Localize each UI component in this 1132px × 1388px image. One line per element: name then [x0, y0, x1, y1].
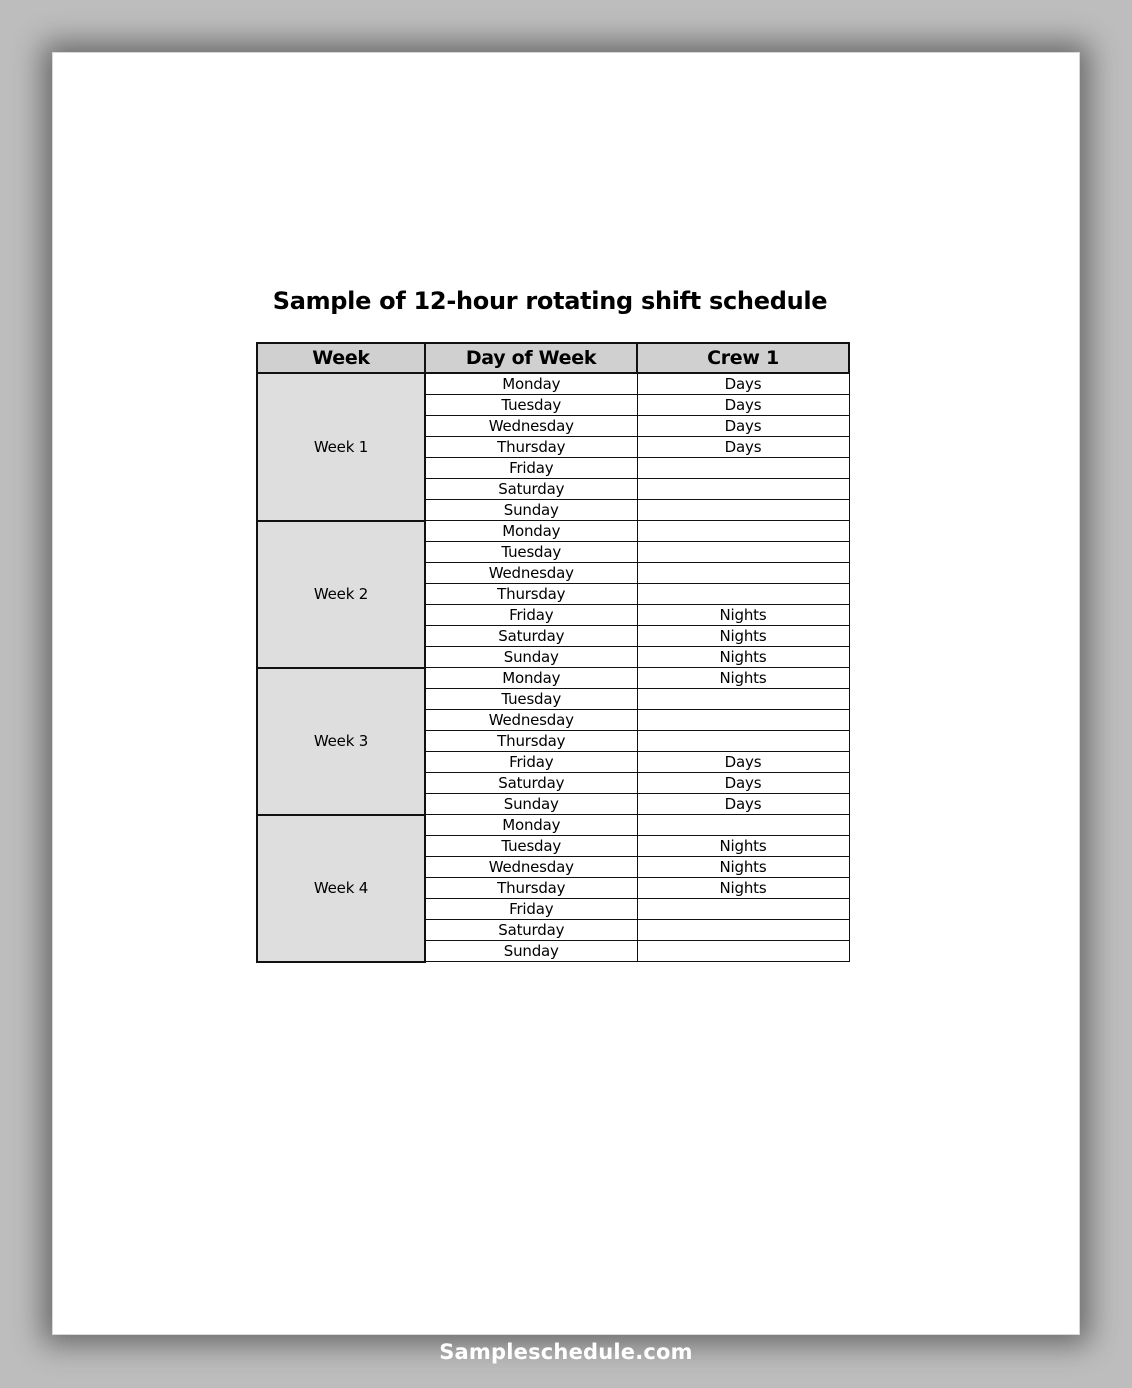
day-cell: Sunday — [425, 941, 637, 962]
day-cell: Thursday — [425, 437, 637, 458]
week-label-cell: Week 1 — [257, 373, 425, 521]
day-cell: Sunday — [425, 794, 637, 815]
crew-1-shift-cell: Nights — [637, 626, 849, 647]
day-cell: Thursday — [425, 584, 637, 605]
week-label-cell: Week 2 — [257, 521, 425, 668]
crew-1-shift-cell — [637, 689, 849, 710]
day-cell: Saturday — [425, 626, 637, 647]
day-cell: Wednesday — [425, 563, 637, 584]
header-crew-1: Crew 1 — [637, 343, 849, 373]
day-cell: Saturday — [425, 773, 637, 794]
day-cell: Sunday — [425, 647, 637, 668]
crew-1-shift-cell — [637, 542, 849, 563]
crew-1-shift-cell — [637, 710, 849, 731]
day-cell: Tuesday — [425, 836, 637, 857]
week-label-cell: Week 4 — [257, 815, 425, 962]
shift-schedule-table — [256, 342, 850, 963]
crew-1-shift-cell: Nights — [637, 857, 849, 878]
day-cell: Saturday — [425, 920, 637, 941]
day-cell: Sunday — [425, 500, 637, 521]
day-cell: Monday — [425, 373, 637, 395]
day-cell: Monday — [425, 521, 637, 542]
crew-1-shift-cell: Days — [637, 416, 849, 437]
day-cell: Friday — [425, 899, 637, 920]
day-cell: Monday — [425, 815, 637, 836]
day-cell: Thursday — [425, 731, 637, 752]
crew-1-shift-cell — [637, 731, 849, 752]
crew-1-shift-cell — [637, 563, 849, 584]
day-cell: Tuesday — [425, 689, 637, 710]
table-body — [257, 373, 849, 962]
crew-1-shift-cell: Nights — [637, 878, 849, 899]
table-row — [257, 373, 849, 395]
day-cell: Wednesday — [425, 416, 637, 437]
crew-1-shift-cell — [637, 521, 849, 542]
day-cell: Saturday — [425, 479, 637, 500]
crew-1-shift-cell — [637, 500, 849, 521]
crew-1-shift-cell: Days — [637, 752, 849, 773]
header-day-of-week: Day of Week — [425, 343, 637, 373]
day-cell: Friday — [425, 605, 637, 626]
table-header-row — [257, 343, 849, 373]
day-cell: Thursday — [425, 878, 637, 899]
crew-1-shift-cell — [637, 899, 849, 920]
crew-1-shift-cell — [637, 920, 849, 941]
crew-1-shift-cell — [637, 941, 849, 962]
crew-1-shift-cell — [637, 479, 849, 500]
watermark: Sampleschedule.com — [439, 1340, 693, 1364]
crew-1-shift-cell: Days — [637, 437, 849, 458]
crew-1-shift-cell: Days — [637, 794, 849, 815]
document-title: Sample of 12-hour rotating shift schedule — [272, 287, 828, 315]
day-cell: Wednesday — [425, 710, 637, 731]
week-label-cell: Week 3 — [257, 668, 425, 815]
crew-1-shift-cell: Nights — [637, 836, 849, 857]
day-cell: Monday — [425, 668, 637, 689]
crew-1-shift-cell: Nights — [637, 605, 849, 626]
day-cell: Tuesday — [425, 542, 637, 563]
table-row — [257, 815, 849, 836]
day-cell: Friday — [425, 458, 637, 479]
crew-1-shift-cell — [637, 815, 849, 836]
crew-1-shift-cell: Days — [637, 373, 849, 395]
day-cell: Tuesday — [425, 395, 637, 416]
table-row — [257, 521, 849, 542]
crew-1-shift-cell: Nights — [637, 668, 849, 689]
crew-1-shift-cell — [637, 584, 849, 605]
table-row — [257, 668, 849, 689]
header-week: Week — [257, 343, 425, 373]
day-cell: Friday — [425, 752, 637, 773]
crew-1-shift-cell: Days — [637, 395, 849, 416]
crew-1-shift-cell: Days — [637, 773, 849, 794]
day-cell: Wednesday — [425, 857, 637, 878]
crew-1-shift-cell: Nights — [637, 647, 849, 668]
crew-1-shift-cell — [637, 458, 849, 479]
